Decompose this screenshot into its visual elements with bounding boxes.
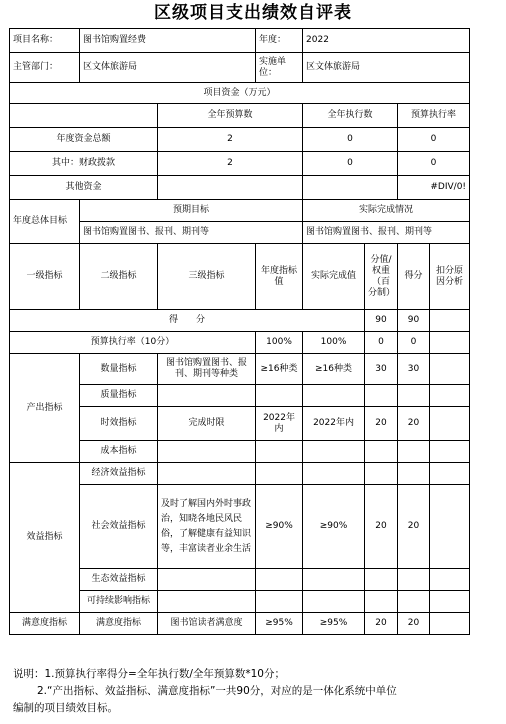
indicator-lvl3 — [158, 385, 256, 407]
indicator-lvl2: 社会效益指标 — [80, 485, 158, 569]
indicator-score — [398, 385, 430, 407]
indicator-reason — [430, 407, 470, 441]
indicator-reason — [430, 591, 470, 613]
indicator-target: ≥16种类 — [256, 354, 303, 385]
indicator-actual — [303, 441, 365, 463]
indicator-target: 2022年内 — [256, 407, 303, 441]
budget-exec-score: 0 — [398, 332, 430, 354]
note-line: 2.“产出指标、效益指标、满意度指标”一共90分，对应的是一体化系统中单位 — [37, 685, 397, 697]
goals-expected-text: 图书馆购置图书、报刊、期刊等 — [80, 222, 303, 244]
impl-label: 实施单位： — [256, 53, 303, 83]
funds-row-rate: #DIV/0! — [398, 176, 470, 200]
indicator-actual — [303, 591, 365, 613]
goals-expected-header: 预期目标 — [80, 200, 303, 222]
notes — [13, 666, 493, 717]
indicator-score — [398, 441, 430, 463]
dept-value: 区文体旅游局 — [80, 53, 256, 83]
indicator-actual: ≥16种类 — [303, 354, 365, 385]
indicator-lvl2: 成本指标 — [80, 441, 158, 463]
funds-row-rate: 0 — [398, 128, 470, 152]
indicator-lvl2: 时效指标 — [80, 407, 158, 441]
funds-col-exec: 全年执行数 — [303, 104, 398, 128]
funds-row-exec: 0 — [303, 128, 398, 152]
col-header-score: 得分 — [398, 244, 430, 310]
indicator-actual — [303, 463, 365, 485]
funds-row — [10, 176, 470, 200]
total-score: 90 — [398, 310, 430, 332]
indicator-actual — [303, 385, 365, 407]
goals-actual-header: 实际完成情况 — [303, 200, 470, 222]
indicator-score — [398, 591, 430, 613]
project-name-value: 图书馆购置经费 — [80, 29, 256, 53]
col-header-actual: 实际完成值 — [303, 244, 365, 310]
indicator-actual: ≥95% — [303, 613, 365, 635]
indicator-weight: 20 — [365, 407, 398, 441]
indicator-lvl2: 满意度指标 — [80, 613, 158, 635]
indicator-lvl3: 及时了解国内外时事政治，知晓各地民风民俗，了解健康有益知识等，丰富读者业余生活 — [158, 485, 256, 569]
indicator-reason — [430, 385, 470, 407]
indicator-row — [10, 613, 470, 635]
funds-row — [10, 152, 470, 176]
note-line: 编制的项目绩效目标。 — [13, 702, 118, 714]
goals-actual-text: 图书馆购置图书、报刊、期刊等 — [303, 222, 470, 244]
col-header-lvl1: 一级指标 — [10, 244, 80, 310]
col-header-weight: 分值/权重（百分制） — [365, 244, 398, 310]
indicator-lvl2: 质量指标 — [80, 385, 158, 407]
benefit-label: 效益指标 — [10, 463, 80, 613]
budget-exec-target: 100% — [256, 332, 303, 354]
funds-row-label: 其中：财政拨款 — [10, 152, 158, 176]
funds-row-rate: 0 — [398, 152, 470, 176]
indicator-target — [256, 385, 303, 407]
indicator-actual: 2022年内 — [303, 407, 365, 441]
budget-exec-label: 预算执行率（10分） — [10, 332, 256, 354]
indicator-lvl2: 可持续影响指标 — [80, 591, 158, 613]
indicator-score — [398, 463, 430, 485]
budget-exec-reason — [430, 332, 470, 354]
indicator-weight: 30 — [365, 354, 398, 385]
indicator-actual: ≥90% — [303, 485, 365, 569]
satisfaction-label: 满意度指标 — [10, 613, 80, 635]
funds-row — [10, 128, 470, 152]
indicator-weight — [365, 441, 398, 463]
indicator-reason — [430, 613, 470, 635]
indicator-target — [256, 463, 303, 485]
dept-label: 主管部门： — [10, 53, 80, 83]
col-header-target: 年度指标值 — [256, 244, 303, 310]
indicator-score: 30 — [398, 354, 430, 385]
funds-row-label: 其他资金 — [10, 176, 158, 200]
indicator-weight — [365, 591, 398, 613]
note-line: 说明：1.预算执行率得分=全年执行数/全年预算数*10分； — [13, 668, 285, 680]
funds-col-rate: 预算执行率 — [398, 104, 470, 128]
indicator-lvl3 — [158, 569, 256, 591]
impl-value: 区文体旅游局 — [303, 53, 470, 83]
total-reason — [430, 310, 470, 332]
indicator-actual — [303, 569, 365, 591]
total-score-label: 得 分 — [10, 310, 365, 332]
indicator-score: 20 — [398, 407, 430, 441]
funds-col-budget: 全年预算数 — [158, 104, 303, 128]
indicator-score: 20 — [398, 485, 430, 569]
indicator-lvl2: 数量指标 — [80, 354, 158, 385]
indicator-lvl2: 生态效益指标 — [80, 569, 158, 591]
funds-row-budget — [158, 176, 303, 200]
indicator-lvl3: 完成时限 — [158, 407, 256, 441]
year-value: 2022 — [303, 29, 470, 53]
budget-exec-actual: 100% — [303, 332, 365, 354]
indicator-row — [10, 354, 470, 385]
indicator-target: ≥95% — [256, 613, 303, 635]
indicator-lvl3 — [158, 591, 256, 613]
indicator-lvl3: 图书馆读者满意度 — [158, 613, 256, 635]
indicator-weight: 20 — [365, 485, 398, 569]
indicator-weight — [365, 463, 398, 485]
indicator-row — [10, 463, 470, 485]
indicator-weight — [365, 385, 398, 407]
total-weight: 90 — [365, 310, 398, 332]
project-name-label: 项目名称： — [10, 29, 80, 53]
indicator-lvl3 — [158, 441, 256, 463]
year-label: 年度： — [256, 29, 303, 53]
indicator-target — [256, 569, 303, 591]
indicator-score: 20 — [398, 613, 430, 635]
indicator-target — [256, 591, 303, 613]
funds-row-exec — [303, 176, 398, 200]
indicator-target — [256, 441, 303, 463]
indicator-lvl2: 经济效益指标 — [80, 463, 158, 485]
funds-row-exec: 0 — [303, 152, 398, 176]
budget-exec-weight: 0 — [365, 332, 398, 354]
output-label: 产出指标 — [10, 354, 80, 463]
indicator-reason — [430, 569, 470, 591]
indicator-weight — [365, 569, 398, 591]
indicator-score — [398, 569, 430, 591]
col-header-lvl2: 二级指标 — [80, 244, 158, 310]
evaluation-table — [9, 28, 470, 635]
indicator-weight: 20 — [365, 613, 398, 635]
indicator-target: ≥90% — [256, 485, 303, 569]
indicator-reason — [430, 463, 470, 485]
col-header-reason: 扣分原因分析 — [430, 244, 470, 310]
goals-label: 年度总体目标 — [10, 200, 80, 244]
indicator-reason — [430, 354, 470, 385]
page-title: 区级项目支出绩效自评表 — [154, 3, 352, 23]
indicator-lvl3: 图书馆购置图书、报刊、期刊等种类 — [158, 354, 256, 385]
funds-row-budget: 2 — [158, 152, 303, 176]
col-header-lvl3: 三级指标 — [158, 244, 256, 310]
indicator-reason — [430, 441, 470, 463]
indicator-lvl3 — [158, 463, 256, 485]
funds-row-label: 年度资金总额 — [10, 128, 158, 152]
indicator-reason — [430, 485, 470, 569]
funds-header: 项目资金（万元） — [10, 83, 470, 104]
funds-row-budget: 2 — [158, 128, 303, 152]
funds-blank-cell — [10, 104, 158, 128]
